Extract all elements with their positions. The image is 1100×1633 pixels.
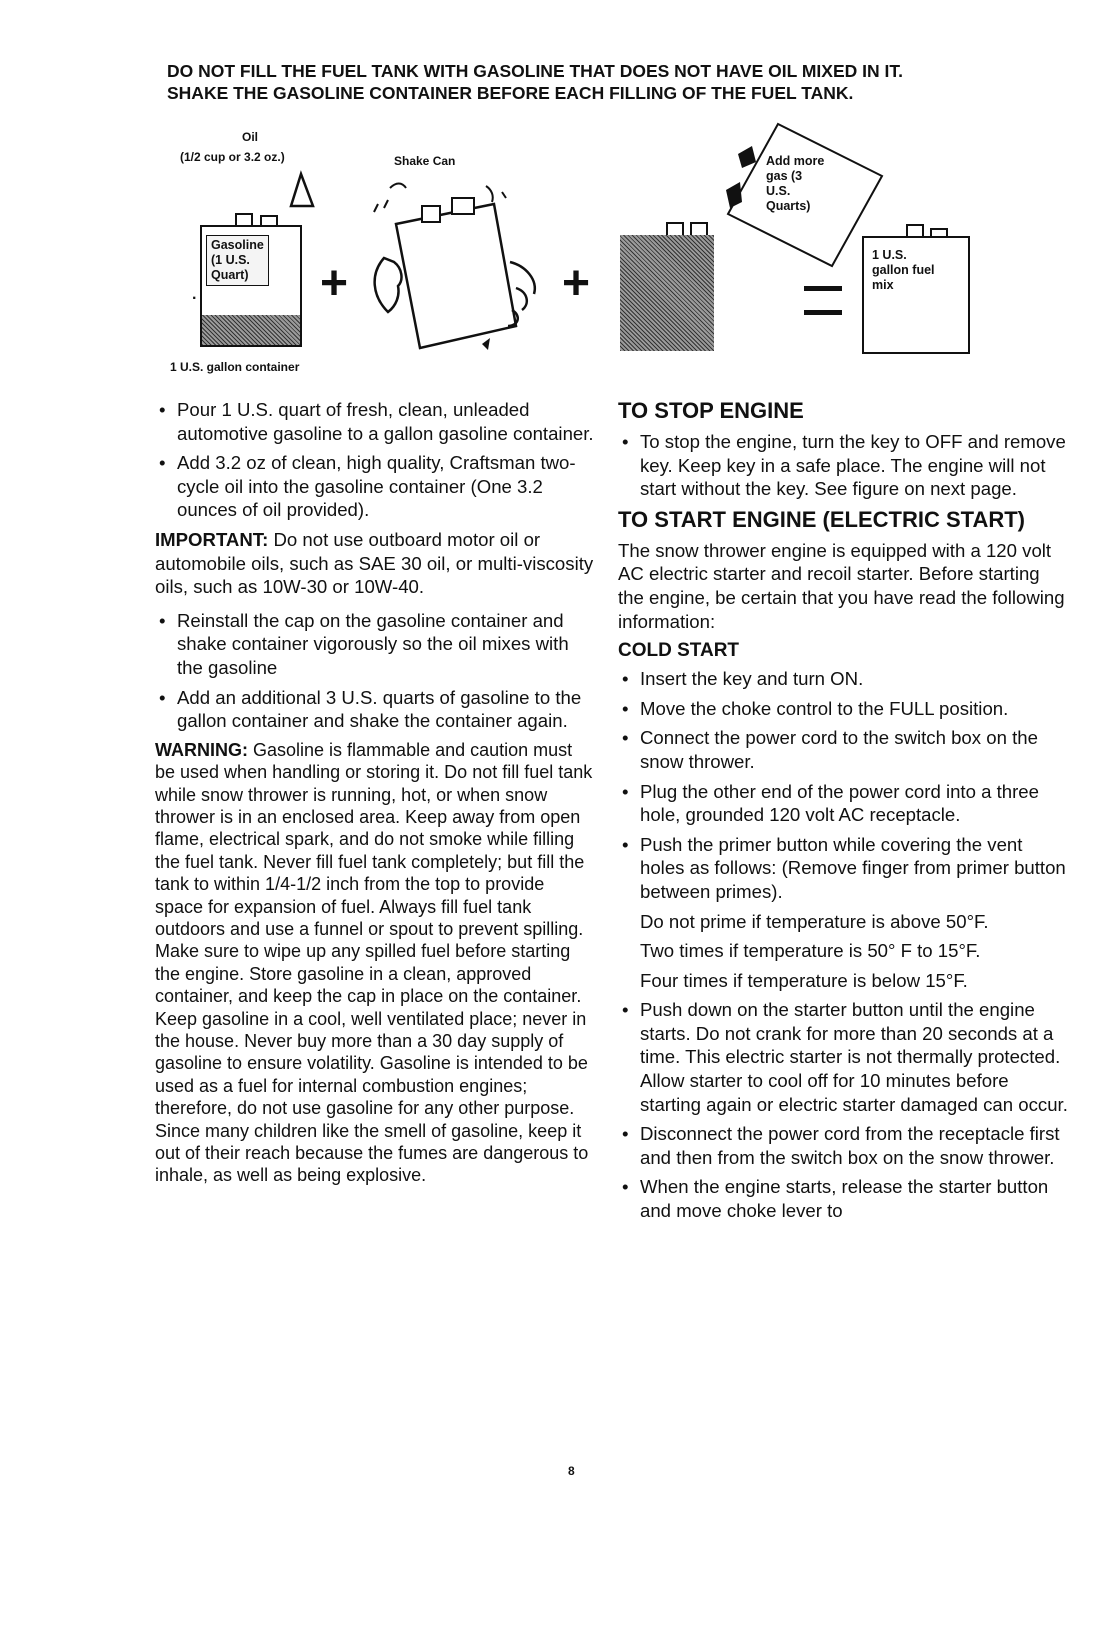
fuel-mix-diagram: [170, 118, 1050, 388]
plus-sign-1: +: [320, 257, 349, 310]
warning-label: WARNING:: [155, 739, 248, 760]
start-engine-heading: TO START ENGINE (ELECTRIC START): [618, 506, 1025, 532]
list-item: • Insert the key and turn ON.: [618, 667, 1068, 691]
shake-can-label: Shake Can: [394, 154, 456, 168]
bullet-dot: ·: [192, 290, 198, 307]
oil-amount-label: (1/2 cup or 3.2 oz.): [180, 150, 285, 164]
equals-bar-top: [804, 286, 842, 291]
list-item: • To stop the engine, turn the key to OFF and remove key. Keep key in a safe place. The engine will not start without the key. See figure on next page.: [618, 430, 1068, 501]
prime-note: Do not prime if temperature is above 50°F.: [640, 910, 989, 932]
right-column: [618, 398, 1068, 1229]
header-line-2: SHAKE THE GASOLINE CONTAINER BEFORE EACH FILLING OF THE FUEL TANK.: [167, 83, 854, 103]
list-item: • Disconnect the power cord from the receptacle first and then from the switch box on the snow thrower.: [618, 1122, 1068, 1169]
fuel-mix-label-line: 1 U.S.: [872, 248, 907, 262]
warning-text: Gasoline is flammable and caution must be used when handling or storing it. Do not fill fuel tank while snow thrower is running, hot, or when snow thrower is in an enclosed area. Keep away from open flame, electrical spark, and do not smoke while filling the fuel tank. Never fill fuel tank completely; but fill the tank to within 1/4-1/2 inch from the top to provide space for expansion of fuel. Always fill fuel tank outdoors and use a funnel or spout to prevent spilling. Make sure to wipe up any spilled fuel before starting the engine. Store gasoline in a clean, approved container, and keep the cap in place on the container. Keep gasoline in a cool, well ventilated place; never in the house. Never buy more than a 30 day supply of gasoline to ensure volatility. Gasoline is intended to be used as a fuel for internal combustion engines; therefore, do not use gasoline for any other purpose. Since many children like the smell of gasoline, keep it out of their reach because the fumes are dangerous to inhale, as well as being explosive.: [155, 739, 593, 1186]
list-item: • Move the choke control to the FULL position.: [618, 697, 1068, 721]
add-gas-label-line: Quarts): [766, 199, 811, 213]
gasoline-can-1: [200, 225, 302, 347]
list-item: • Connect the power cord to the switch box on the snow thrower.: [618, 726, 1068, 773]
can1-label: [206, 235, 269, 286]
shake-can-icon: [366, 176, 556, 356]
prime-note: Four times if temperature is below 15°F.: [640, 969, 968, 991]
page-header: [167, 60, 1067, 104]
plus-sign-2: +: [562, 257, 591, 310]
header-line-1: DO NOT FILL THE FUEL TANK WITH GASOLINE THAT DOES NOT HAVE OIL MIXED IN IT.: [167, 61, 903, 81]
list-item: • Pour 1 U.S. quart of fresh, clean, unleaded automotive gasoline to a gallon gasoline container.: [155, 398, 595, 445]
oil-label: Oil: [242, 130, 259, 144]
fuel-mix-label: [872, 248, 935, 293]
add-gas-label: [766, 154, 824, 214]
add-gas-label-line: gas (3: [766, 169, 803, 183]
important-note: [155, 528, 595, 599]
list-item: • Add an additional 3 U.S. quarts of gasoline to the gallon container and shake the container again.: [155, 686, 595, 733]
left-column: [155, 398, 595, 1193]
cold-start-steps-2: [618, 998, 1068, 1222]
can1-label-line: Gasoline: [211, 238, 264, 252]
cold-start-steps: [618, 667, 1068, 903]
list-item: • When the engine starts, release the starter button and move choke lever to: [618, 1175, 1068, 1222]
cold-start-heading: COLD START: [618, 640, 740, 662]
mixing-steps-1: [155, 398, 595, 522]
prime-note: Two times if temperature is 50° F to 15°F.: [640, 940, 981, 962]
can1-fuel-level: [202, 315, 300, 345]
warning-note: [155, 739, 595, 1187]
stop-engine-heading: TO STOP ENGINE: [618, 398, 804, 423]
can1-label-line: Quart): [211, 268, 249, 282]
add-gas-label-line: U.S.: [766, 184, 791, 198]
list-item: • Add 3.2 oz of clean, high quality, Craftsman two-cycle oil into the gasoline container (One 3.2 ounces of oil provided).: [155, 451, 595, 522]
equals-bar-bottom: [804, 310, 842, 315]
mixing-steps-2: [155, 609, 595, 733]
can2-fuel-level: [620, 235, 714, 351]
list-item: • Plug the other end of the power cord into a three hole, grounded 120 volt AC receptacle.: [618, 780, 1068, 827]
oil-pour-icon: [285, 170, 319, 210]
stop-engine-steps: [618, 430, 1068, 501]
container-caption: 1 U.S. gallon container: [170, 360, 300, 374]
page-number: 8: [568, 1464, 575, 1478]
fuel-mix-label-line: gallon fuel: [872, 263, 935, 277]
list-item: • Push the primer button while covering the vent holes as follows: (Remove finger from primer button between primes).: [618, 833, 1068, 904]
list-item: • Push down on the starter button until the engine starts. Do not crank for more than 20 seconds at a time. This electric starter is not thermally protected. Allow starter to cool off for 10 minutes before starting again or electric starter damaged can occur.: [618, 998, 1068, 1116]
gasoline-can-2: [620, 235, 714, 351]
fuel-mix-label-line: mix: [872, 278, 894, 292]
start-intro: The snow thrower engine is equipped with a 120 volt AC electric starter and recoil starter. Before starting the engine, be certain that you have read the following information:: [618, 539, 1065, 632]
list-item: • Reinstall the cap on the gasoline container and shake container vigorously so the oil mixes with the gasoline: [155, 609, 595, 680]
can1-label-line: (1 U.S.: [211, 253, 250, 267]
important-label: IMPORTANT:: [155, 528, 269, 550]
fuel-mix-can: [862, 236, 970, 354]
important-text: Do not use outboard motor oil or automobile oils, such as SAE 30 oil, or multi-viscosity oils, such as 10W-30 or 10W-40.: [155, 528, 594, 598]
add-gas-label-line: Add more: [766, 154, 825, 168]
